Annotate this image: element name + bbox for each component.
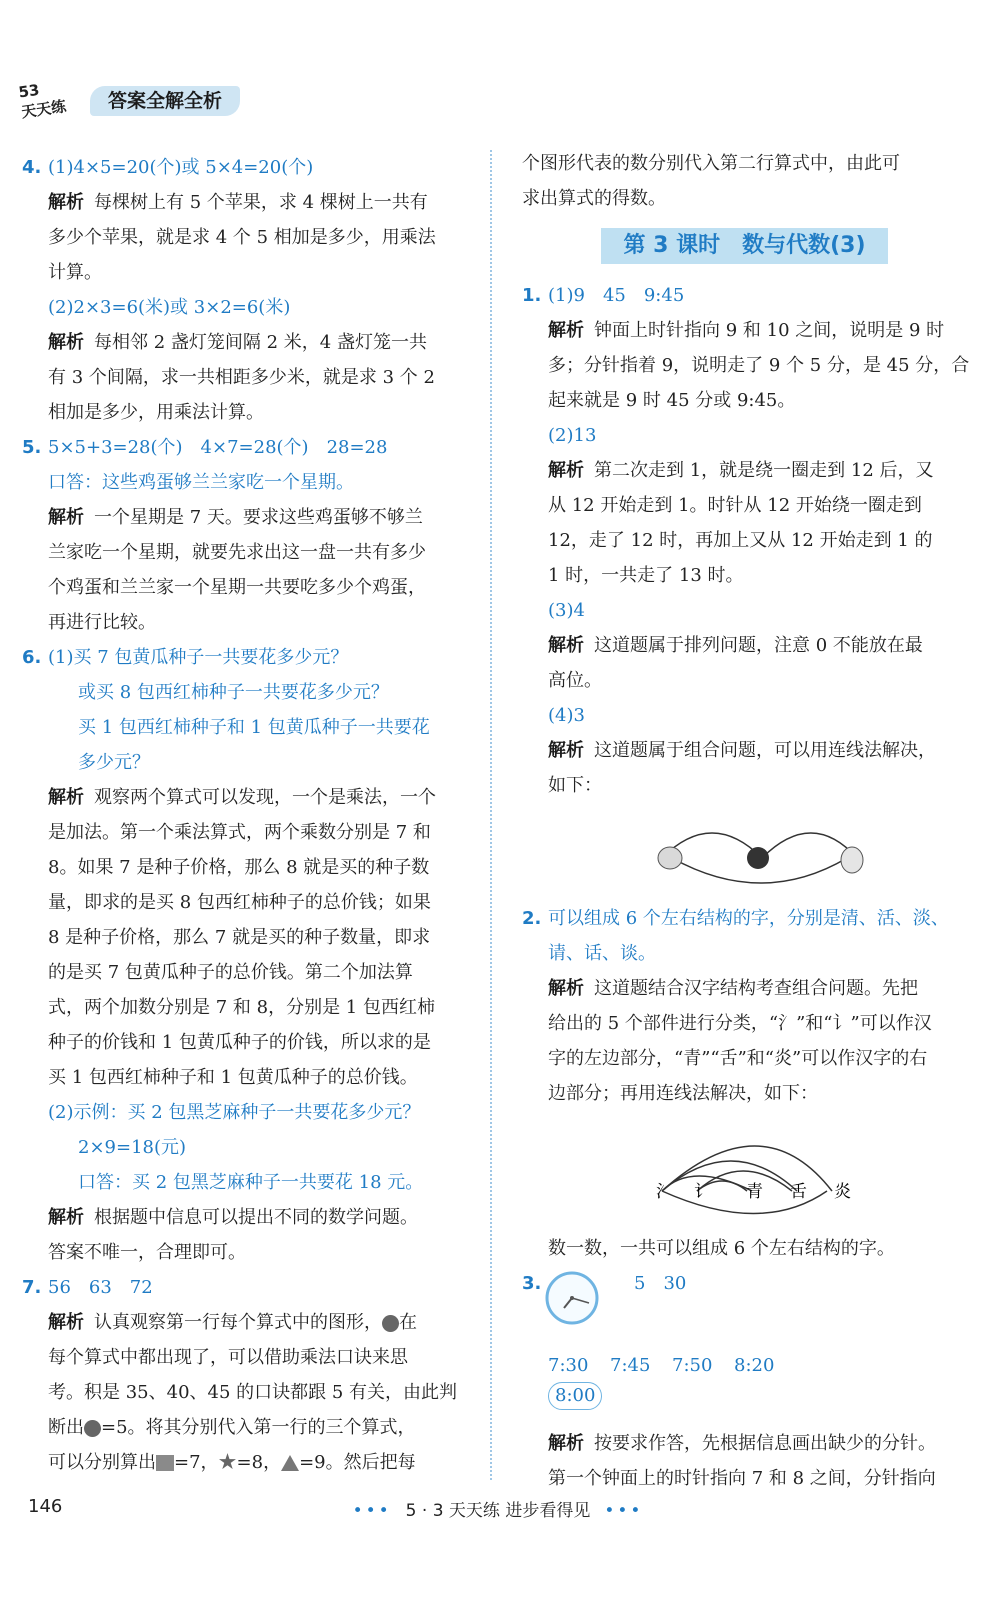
answer-text: (1)买 7 包黄瓜种子一共要花多少元？ [48, 647, 349, 668]
q5-answer-2: 口答：这些鸡蛋够兰兰家吃一个星期。 [48, 472, 354, 493]
analysis-line: 有 3 个间隔，求一共相距多少米，就是求 3 个 2 [48, 367, 435, 388]
answer-text: (1)4×5=20(个)或 5×4=20(个) [48, 157, 314, 178]
analysis-text: 在 [399, 1312, 417, 1333]
analysis-line: 是加法。第一个乘法算式，两个乘数分别是 7 和 [48, 822, 431, 843]
analysis-text: 每相邻 2 盏灯笼间隔 2 米，4 盏灯笼一共 [94, 332, 427, 353]
analysis-line: 8 是种子价格，那么 7 就是买的种子数量，即求 [48, 927, 431, 948]
time-value: 7:30 [548, 1355, 589, 1376]
q5-answer-1 [22, 430, 472, 465]
q1-answer-4: (4)3 [548, 705, 585, 726]
analysis-text: 断出 [48, 1417, 84, 1438]
analysis-label: 解析 [48, 1312, 84, 1333]
analysis-label: 解析 [548, 1433, 584, 1454]
q7-analysis [22, 1305, 472, 1340]
circle-shape-icon [84, 1420, 101, 1437]
dots-decoration: ••• [352, 1501, 392, 1521]
analysis-line: 个鸡蛋和兰兰家一个星期一共要吃多少个鸡蛋， [48, 577, 426, 598]
q3-answer-block [522, 1266, 967, 1426]
dots-decoration: ••• [604, 1501, 644, 1521]
pear-icon [841, 847, 863, 873]
answer-line: 或买 8 包西红柿种子一共要花多少元？ [78, 682, 389, 703]
q1-answer-2: (2)13 [548, 425, 597, 446]
clock-icon [544, 1270, 600, 1326]
analysis-label: 解析 [548, 460, 584, 481]
analysis-text: =8， [236, 1452, 282, 1473]
question-number: 1. [522, 285, 542, 306]
analysis-line: 高位。 [548, 670, 602, 691]
analysis-line: 8。如果 7 是种子价格，那么 8 就是买的种子数 [48, 857, 430, 878]
analysis-line: 1 时，一共走了 13 时。 [548, 565, 744, 586]
analysis-label: 解析 [48, 332, 84, 353]
column-divider [490, 150, 492, 1480]
time-value: 7:45 [610, 1355, 651, 1376]
question-number: 7. [22, 1277, 42, 1298]
analysis-line: 第一个钟面上的时针指向 7 和 8 之间，分针指向 [548, 1468, 936, 1489]
answer-text: 可以组成 6 个左右结构的字，分别是清、活、淡、 [548, 908, 949, 929]
q5-analysis [22, 500, 472, 535]
logo-number: 53 [17, 80, 41, 102]
part-label: 舌 [790, 1182, 807, 1202]
analysis-text: 根据题中信息可以提出不同的数学问题。 [94, 1207, 418, 1228]
part-label: 氵 [656, 1182, 673, 1202]
q1-analysis-2 [522, 453, 967, 488]
q6-analysis-1 [22, 780, 472, 815]
circled-time-value: 8:00 [548, 1382, 602, 1410]
fruit-combination-figure [522, 803, 967, 901]
analysis-text: 这道题结合汉字结构考查组合问题。先把 [594, 978, 918, 999]
analysis-text: 第二次走到 1，就是绕一圈走到 12 后，又 [594, 460, 934, 481]
arc [662, 1161, 797, 1191]
analysis-line: 从 12 开始走到 1。时针从 12 开始绕一圈走到 [548, 495, 922, 516]
q1-analysis-3 [522, 628, 967, 663]
continued-line: 求出算式的得数。 [522, 188, 666, 209]
q6-analysis-2 [22, 1200, 472, 1235]
analysis-text: 钟面上时针指向 9 和 10 之间，说明是 9 时 [594, 320, 945, 341]
q3-answer: 5 30 [634, 1273, 687, 1294]
analysis-line: 量，即求的是买 8 包西红柿种子的总价钱；如果 [48, 892, 431, 913]
q1-analysis-4 [522, 733, 967, 768]
q6-answer-2: (2)示例：买 2 包黑芝麻种子一共要花多少元？ [48, 1102, 421, 1123]
analysis-label: 解析 [48, 507, 84, 528]
analysis-text: 认真观察第一行每个算式中的图形， [94, 1312, 382, 1333]
analysis-text: 每棵树上有 5 个苹果，求 4 棵树上一共有 [94, 192, 428, 213]
analysis-line: 起来就是 9 时 45 分或 9:45。 [548, 390, 796, 411]
q1-answer-3: (3)4 [548, 600, 585, 621]
question-number: 3. [522, 1273, 542, 1294]
time-value: 8:20 [734, 1355, 775, 1376]
lesson-heading: 第 3 课时 数与代数(3) [601, 228, 887, 264]
star-shape-icon: ★ [218, 1452, 237, 1473]
continued-line: 个图形代表的数分别代入第二行算式中，由此可 [522, 153, 900, 174]
q2-count-line: 数一数，一共可以组成 6 个左右结构的字。 [548, 1238, 895, 1259]
analysis-line [22, 1445, 472, 1480]
square-shape-icon [156, 1455, 174, 1471]
page-footer [0, 1488, 996, 1528]
analysis-text: 一个星期是 7 天。要求这些鸡蛋够不够兰 [94, 507, 423, 528]
q1-analysis-1 [522, 313, 967, 348]
answer-text: (1)9 45 9:45 [548, 285, 685, 306]
analysis-text: 这道题属于排列问题，注意 0 不能放在最 [594, 635, 923, 656]
footer-slogan-wrap [0, 1496, 996, 1521]
analysis-label: 解析 [48, 787, 84, 808]
analysis-line: 多；分针指着 9，说明走了 9 个 5 分，是 45 分，合 [548, 355, 970, 376]
analysis-text: =9。然后把每 [299, 1452, 416, 1473]
q4-analysis-2 [22, 325, 472, 360]
analysis-text: 这道题属于组合问题，可以用连线法解决， [594, 740, 936, 761]
analysis-label: 解析 [548, 320, 584, 341]
analysis-text: 按要求作答，先根据信息画出缺少的分针。 [594, 1433, 936, 1454]
triangle-shape-icon [281, 1455, 299, 1471]
fruit-diagram [522, 803, 967, 901]
analysis-line: 12，走了 12 时，再加上又从 12 开始走到 1 的 [548, 530, 933, 551]
answer-line: 2×9=18(元) [78, 1137, 187, 1158]
brand-logo [17, 74, 87, 126]
q7-answer [22, 1270, 472, 1305]
analysis-label: 解析 [548, 978, 584, 999]
right-column [522, 146, 970, 1496]
lesson-heading-wrap [522, 222, 967, 270]
analysis-label: 解析 [48, 1207, 84, 1228]
answer-line: 买 1 包西红柿种子和 1 包黄瓜种子一共要花 [78, 717, 430, 738]
analysis-line: 答案不唯一，合理即可。 [48, 1242, 246, 1263]
answer-text: 56 63 72 [48, 1277, 153, 1298]
analysis-text: =7， [174, 1452, 219, 1473]
q4-analysis-1 [22, 185, 472, 220]
analysis-line: 边部分；再用连线法解决，如下： [548, 1083, 818, 1104]
q4-answer-2: (2)2×3=6(米)或 3×2=6(米) [48, 297, 291, 318]
character-diagram [522, 1111, 967, 1231]
analysis-line: 字的左边部分，“青”“舌”和“炎”可以作汉字的右 [548, 1048, 928, 1069]
analysis-line: 相加是多少，用乘法计算。 [48, 402, 264, 423]
analysis-line: 兰家吃一个星期，就要先求出这一盘一共有多少 [48, 542, 426, 563]
answer-text: 5×5+3=28(个) 4×7=28(个) 28=28 [48, 437, 388, 458]
analysis-label: 解析 [48, 192, 84, 213]
question-number: 5. [22, 437, 42, 458]
apple-icon [658, 847, 682, 869]
q1-answer-1 [522, 278, 967, 313]
q6-answer-1 [22, 640, 472, 675]
analysis-line [22, 1410, 472, 1445]
analysis-text: 可以分别算出 [48, 1452, 156, 1473]
analysis-line: 种子的价钱和 1 包黄瓜种子的价钱，所以求的是 [48, 1032, 431, 1053]
circle-shape-icon [382, 1315, 399, 1332]
tomato-icon [747, 847, 769, 869]
character-combination-figure [522, 1111, 967, 1231]
analysis-text: 观察两个算式可以发现，一个是乘法，一个 [94, 787, 436, 808]
analysis-label: 解析 [548, 635, 584, 656]
analysis-line: 的是买 7 包黄瓜种子的总价钱。第二个加法算 [48, 962, 413, 983]
q3-analysis [522, 1426, 967, 1461]
analysis-line: 式，两个加数分别是 7 和 8，分别是 1 包西红柿 [48, 997, 435, 1018]
page-number: 146 [28, 1496, 63, 1517]
answer-line: 口答：买 2 包黑芝麻种子一共要花 18 元。 [78, 1172, 424, 1193]
analysis-line: 再进行比较。 [48, 612, 156, 633]
analysis-line: 考。积是 35、40、45 的口诀都跟 5 有关，由此判 [48, 1382, 458, 1403]
part-label: 讠 [694, 1182, 711, 1202]
part-label: 炎 [834, 1182, 851, 1202]
analysis-line: 计算。 [48, 262, 102, 283]
analysis-text: =5。将其分别代入第一行的三个算式， [101, 1417, 416, 1438]
section-tag: 答案全解全析 [90, 86, 240, 116]
answer-line: 请、话、谈。 [548, 943, 656, 964]
page-header [17, 78, 280, 122]
question-number: 2. [522, 908, 542, 929]
analysis-line: 每个算式中都出现了，可以借助乘法口诀来思 [48, 1347, 408, 1368]
analysis-line: 买 1 包西红柿种子和 1 包黄瓜种子的总价钱。 [48, 1067, 418, 1088]
analysis-line: 给出的 5 个部件进行分类，“氵”和“讠”可以作汉 [548, 1013, 932, 1034]
analysis-line: 多少个苹果，就是求 4 个 5 相加是多少，用乘法 [48, 227, 436, 248]
q4-answer-1 [22, 150, 472, 185]
part-label: 青 [746, 1182, 763, 1202]
q2-analysis [522, 971, 967, 1006]
analysis-line: 如下： [548, 775, 602, 796]
time-value: 7:50 [672, 1355, 713, 1376]
left-column [22, 150, 472, 1480]
answer-line: 多少元？ [78, 752, 150, 773]
logo-text: 天天练 [20, 97, 68, 122]
q2-answer-1 [522, 901, 967, 936]
footer-slogan: 5 · 3 天天练 进步看得见 [405, 1501, 591, 1521]
analysis-label: 解析 [548, 740, 584, 761]
question-number: 6. [22, 647, 42, 668]
question-number: 4. [22, 157, 42, 178]
